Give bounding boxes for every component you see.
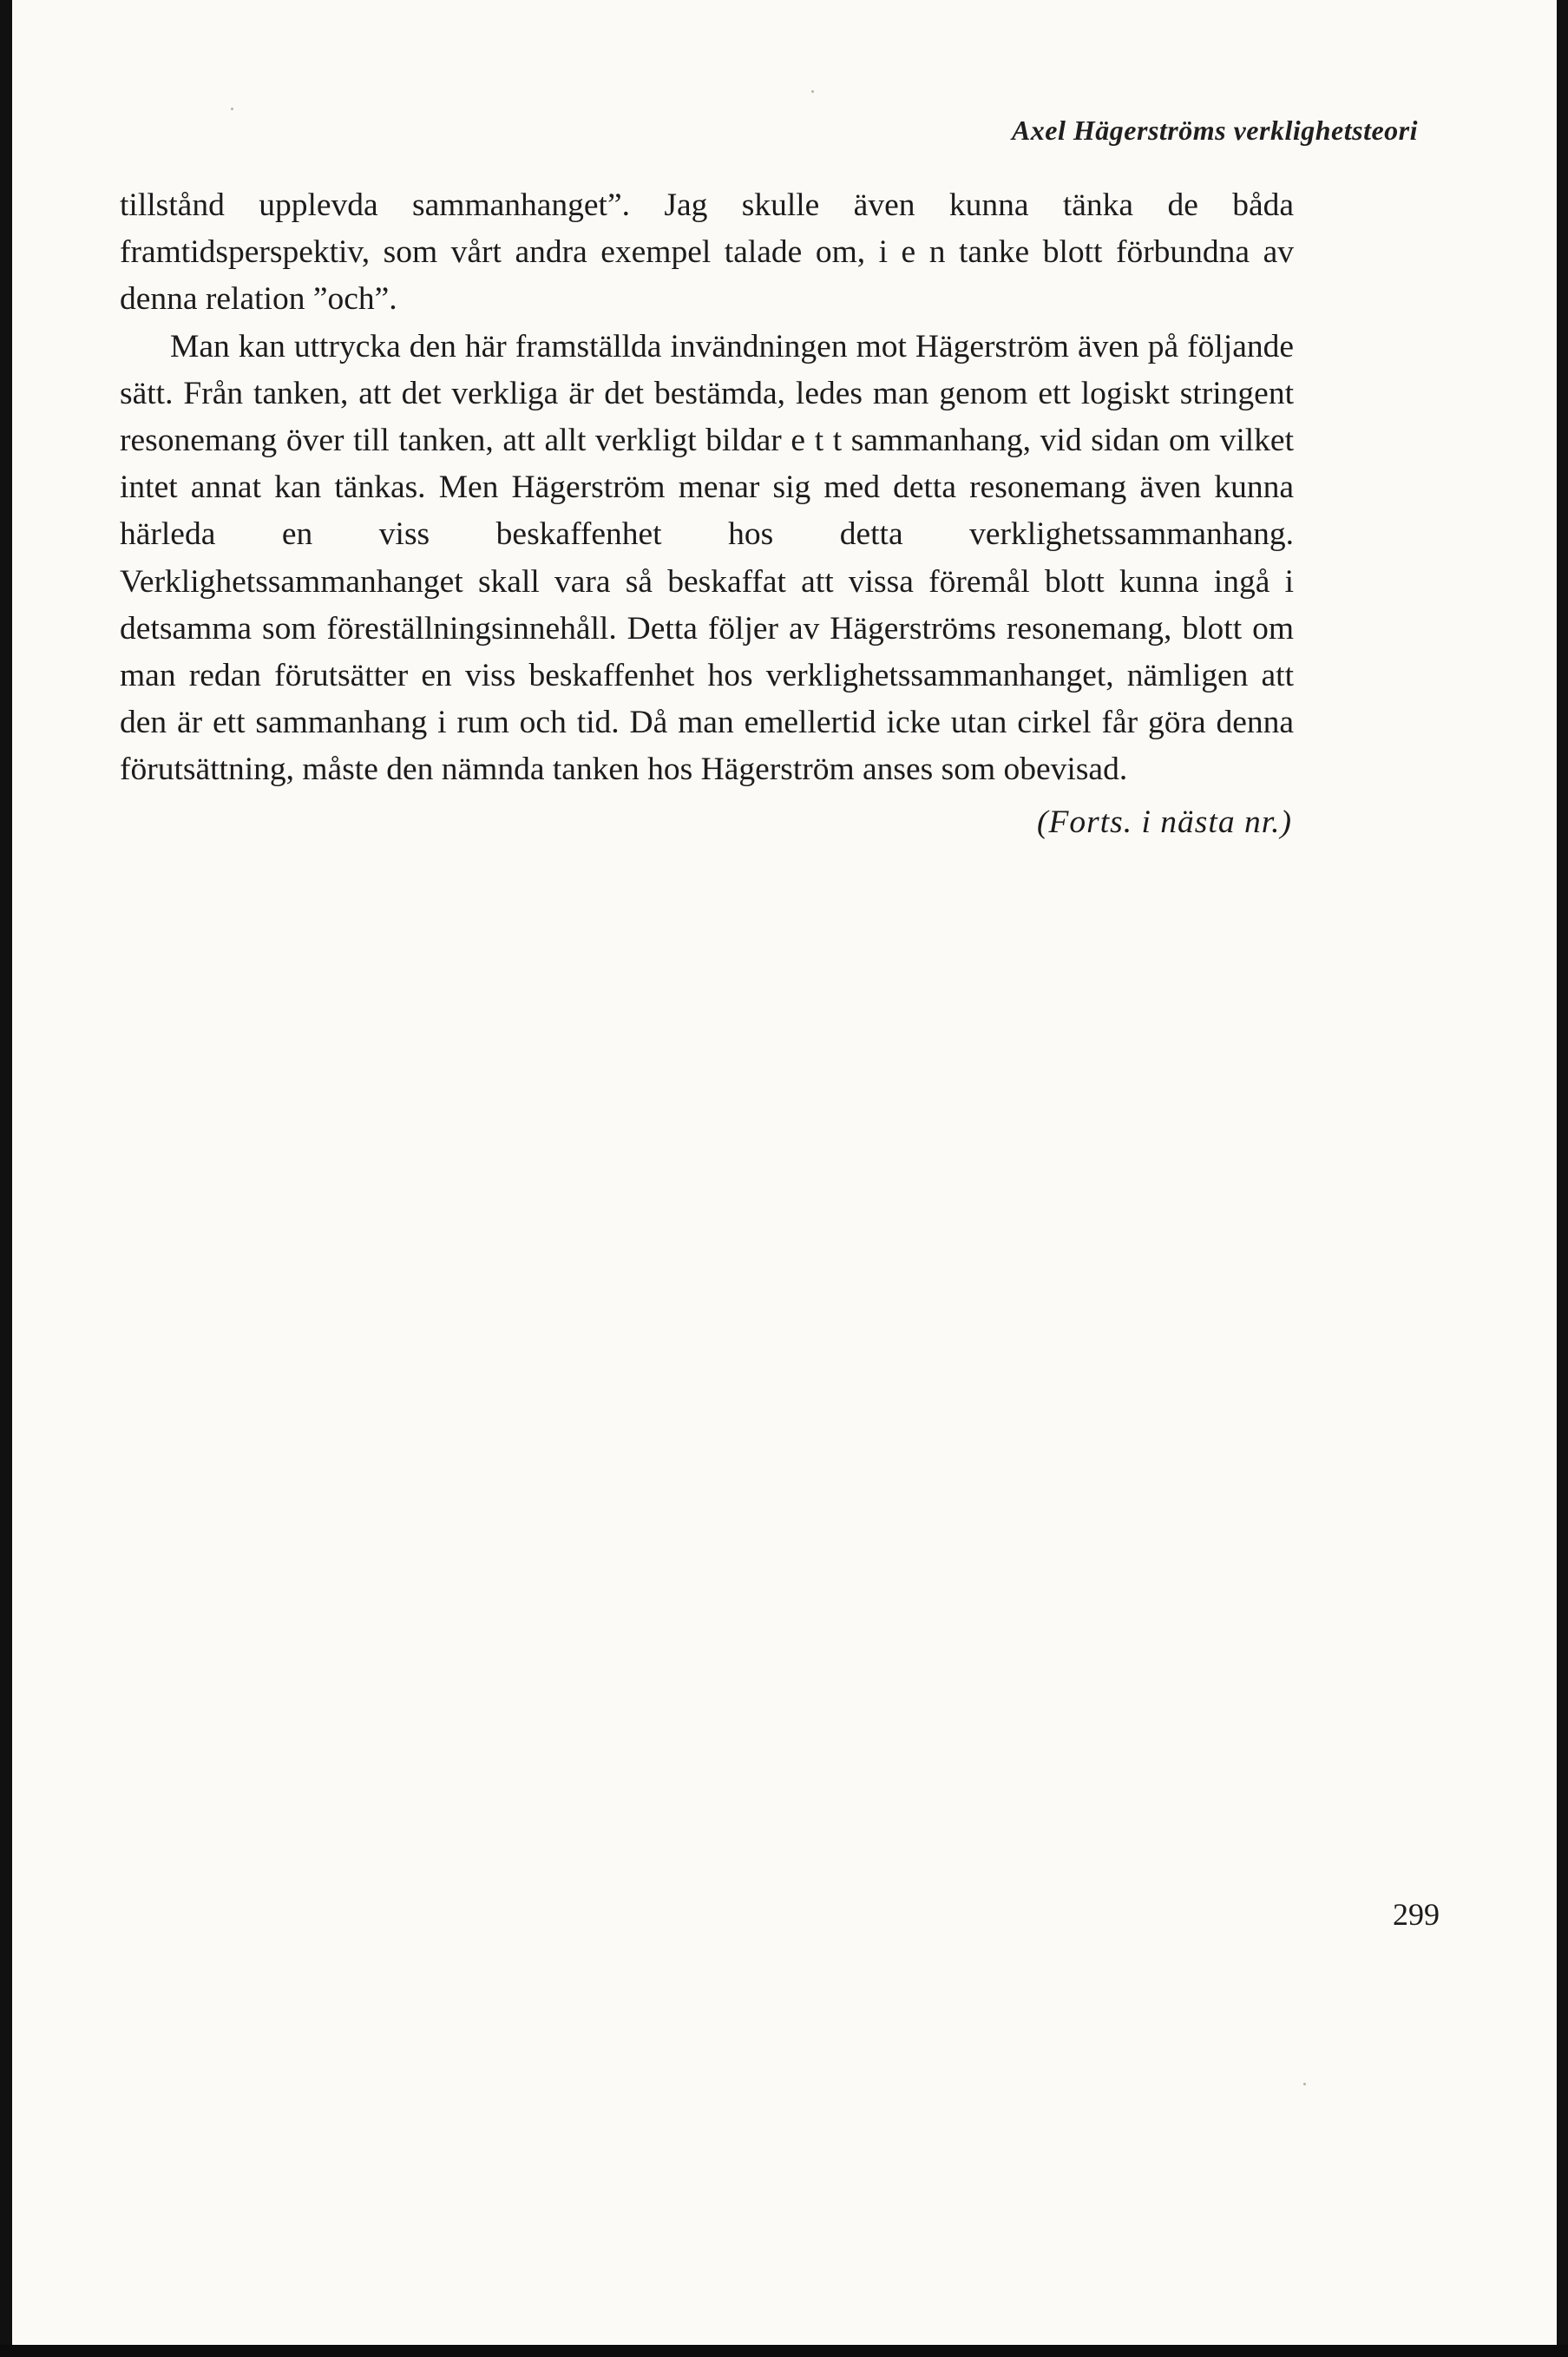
running-head-title: Axel Hägerströms verklighetsteori: [1011, 115, 1418, 146]
page-number: 299: [1393, 1897, 1440, 1932]
continuation-note: (Forts. i nästa nr.): [1037, 804, 1292, 840]
paper-speck: [231, 108, 233, 110]
paragraph: Man kan uttrycka den här framställda invändningen mot Hägerström även på följande sätt. Från tanken, att det verkliga är det bestämda, ledes man genom ett logiskt stringent resonemang över till tanken, att allt verkligt bildar e t t sammanhang, vid sidan om vilket intet annat kan tänkas. Men Hägerström menar sig med detta resonemang även kunna härleda en viss beskaffenhet hos detta verklighetssammanhang. Verklighetssammanhanget skall vara så beskaffat att vissa föremål blott kunna ingå i detsamma som föreställningsinnehåll. Detta följer av Hägerströms resonemang, blott om man redan förutsätter en viss beskaffenhet hos verklighetssammanhanget, nämligen att den är ett sammanhang i rum och tid. Då man emellertid icke utan cirkel får göra denna förutsättning, måste den nämnda tanken hos Hägerström anses som obevisad.: [120, 328, 1294, 788]
paper-speck: [1303, 2083, 1306, 2085]
paragraph-continued: tillstånd upplevda sammanhanget”. Jag skulle även kunna tänka de båda framtidsperspektiv, som vårt andra exempel talade om, i e n tanke blott förbundna av denna relation ”och”.: [120, 187, 1294, 318]
paper-speck: [811, 90, 814, 93]
article-body: [120, 182, 1294, 846]
scanned-page: [12, 0, 1557, 2345]
scan-border: [0, 2345, 1568, 2357]
